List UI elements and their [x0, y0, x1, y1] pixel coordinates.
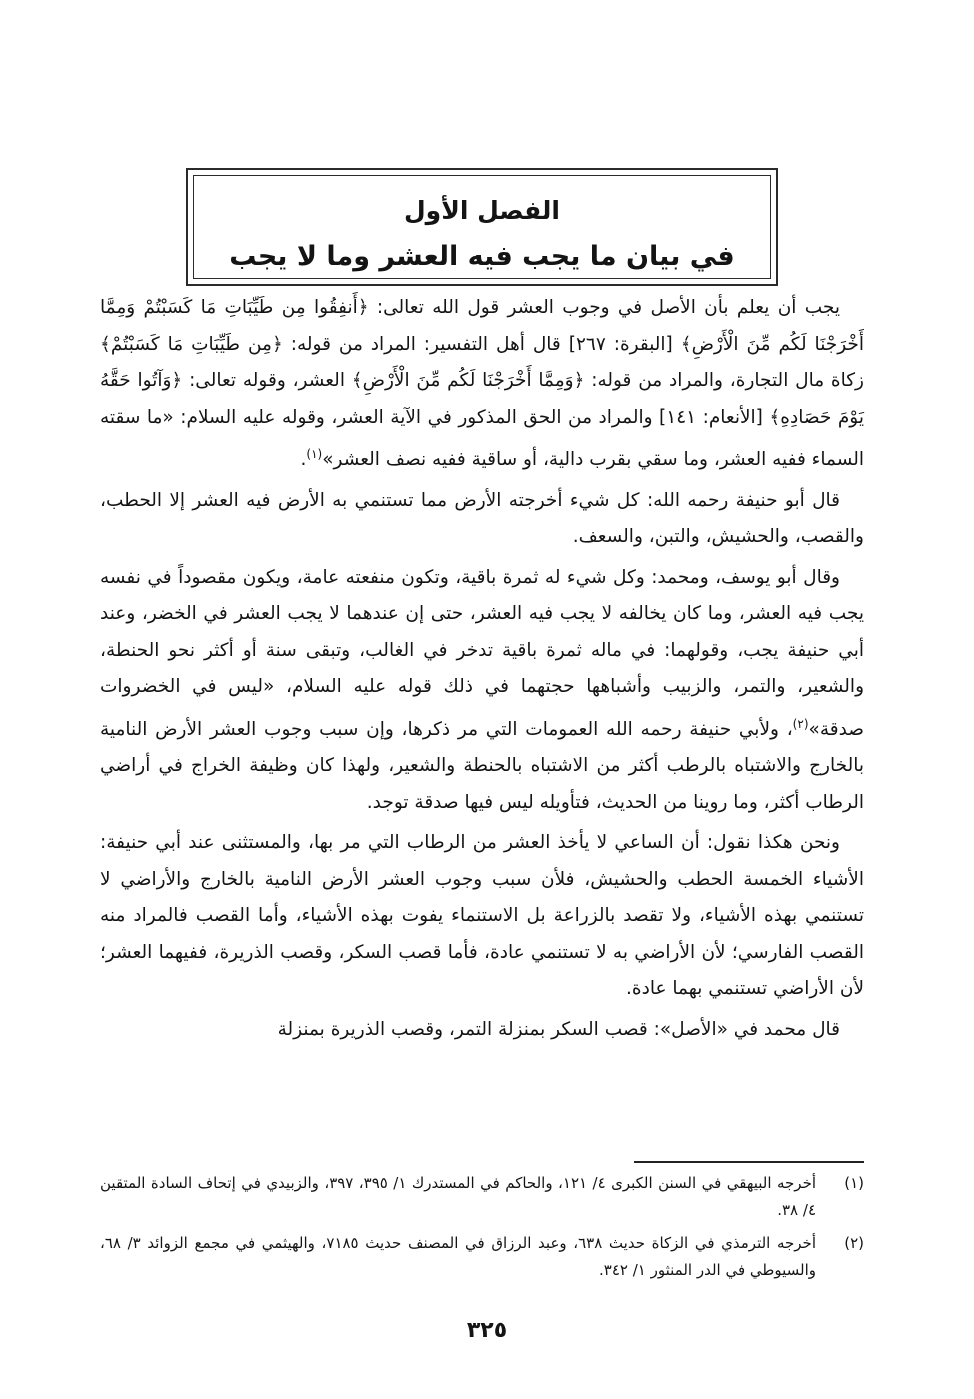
footnote-number: (٢)	[844, 1234, 864, 1252]
paragraph-text: يجب أن يعلم بأن الأصل في وجوب العشر قول الله تعالى: ﴿أَنفِقُوا مِن طَيِّبَاتِ مَا كَسَبْتُمْ وَمِمَّا أَخْرَجْنَا لَكُم مِّنَ الْأَرْضِ﴾ [البقرة: ٢٦٧] قال أهل التفسير: المراد من قوله: ﴿مِن طَيِّبَاتِ مَا كَسَبْتُمْ﴾ زكاة مال التجارة، والمراد من قوله: ﴿وَمِمَّا أَخْرَجْنَا لَكُم مِّنَ الْأَرْضِ﴾ العشر، وقوله تعالى: ﴿وَآتُوا حَقَّهُ يَوْمَ حَصَادِهِ﴾ [الأنعام: ١٤١] والمراد من الحق المذكور في الآية العشر، وقوله عليه السلام: «ما سقته السماء ففيه العشر، وما سقي بقرب دالية، أو ساقية ففيه نصف العشر»	[100, 297, 864, 471]
body-text	[100, 290, 864, 1052]
footnote	[100, 1230, 864, 1284]
chapter-title: الفصل الأول	[403, 196, 561, 225]
paragraph-text: ، ولأبي حنيفة رحمه الله العمومات التي مر ذكرها، وإن سبب وجوب العشر الأرض النامية بالخارج والاشتباه بالرطب أكثر من الاشتباه بالحنطة والشعير، ولهذا كان وظيفة الخراج في أراضي الرطاب أكثر، وما روينا من الحديث، فتأويله ليس فيها صدقة توجد.	[100, 718, 864, 813]
footnote-text: أخرجه الترمذي في الزكاة حديث ٦٣٨، وعبد الرزاق في المصنف حديث ٧١٨٥، والهيثمي في مجمع الزوائد ٣/ ٦٨، والسيوطي في الدر المنثور ١/ ٣٤٢.	[100, 1234, 816, 1279]
paragraph-text: ونحن هكذا نقول: أن الساعي لا يأخذ العشر من الرطاب التي مر بها، والمستثنى عند أبي حنيفة: الأشياء الخمسة الحطب والحشيش، فلأن سبب وجوب العشر الأرض النامية بالخارج والأراضي لا تستنمي بهذه الأشياء، ولا تقصد بالزراعة بل الاستنماء يفوت بهذه الأشياء، وأما القصب فالمراد منه القصب الفارسي؛ لأن الأراضي به لا تستنمي عادة، فأما قصب السكر، وقصب الذريرة، ففيهما العشر؛ لأن الأراضي تستنمي بهما عادة.	[100, 832, 864, 1000]
footnote-ref: (٢)	[792, 716, 809, 731]
footnote-number: (١)	[844, 1174, 864, 1192]
paragraph	[100, 1012, 864, 1049]
chapter-title-frame	[186, 168, 778, 286]
paragraph: يجب أن يعلم بأن الأصل في وجوب العشر قول الله تعالى: ﴿أَنفِقُوا مِن طَيِّبَاتِ مَا كَسَبْتُمْ وَمِمَّا أَخْرَجْنَا لَكُم مِّنَ الْأَرْضِ﴾ [البقرة: ٢٦٧] قال أهل التفسير: المراد من قوله: ﴿مِن طَيِّبَاتِ مَا كَسَبْتُمْ﴾ زكاة مال التجارة، والمراد من قوله: ﴿وَمِمَّا أَخْرَجْنَا لَكُم مِّنَ الْأَرْضِ﴾ العشر، وقوله تعالى: ﴿وَآتُوا حَقَّهُ يَوْمَ حَصَادِهِ﴾ [الأنعام: ١٤١] والمراد من الحق المذكور في الآية العشر، وقوله عليه السلام: «ما سقته السماء ففيه العشر، وما سقي بقرب دالية، أو ساقية ففيه نصف العشر»$^{(١)}$.	[100, 297, 864, 471]
paragraph	[100, 560, 864, 822]
chapter-subtitle: في بيان ما يجب فيه العشر وما لا يجب	[229, 241, 735, 272]
chapter-title-block	[188, 188, 776, 280]
paragraph-text: قال محمد في «الأصل»: قصب السكر بمنزلة التمر، وقصب الذريرة بمنزلة	[277, 1018, 840, 1040]
paragraph-text: وقال أبو يوسف، ومحمد: وكل شيء له ثمرة باقية، وتكون منفعته عامة، ويكون مقصوداً في نفسه يجب فيه العشر، وما كان يخالفه لا يجب فيه العشر، حتى إن عندهما لا يجب العشر في الخضر، وعند أبي حنيفة يجب، وقولهما: في ماله ثمرة باقية تدخر في الغالب، وتبقى سنة أو أكثر نحو الحنطة، والشعير، والتمر، والزبيب وأشباهها حجتهما في ذلك قوله عليه السلام، «ليس في الخضروات صدقة»	[100, 566, 864, 740]
footnote-divider	[634, 1161, 864, 1163]
paragraph	[100, 483, 864, 556]
paragraph	[100, 825, 864, 1008]
footnote	[100, 1170, 864, 1224]
paragraph-text: قال أبو حنيفة رحمه الله: كل شيء أخرجته الأرض مما تستنمي به الأرض فيه العشر إلا الحطب، والقصب، والحشيش، والتبن، والسعف.	[100, 489, 864, 548]
footnote-ref: (١)	[306, 447, 323, 461]
page-number: ٣٢٥	[466, 1318, 508, 1343]
footnote-text: أخرجه البيهقي في السنن الكبرى ٤/ ١٢١، والحاكم في المستدرك ١/ ٣٩٥، ٣٩٧، والزبيدي في إتحاف السادة المتقين ٤/ ٣٨.	[100, 1174, 817, 1219]
footnotes	[100, 1170, 864, 1290]
